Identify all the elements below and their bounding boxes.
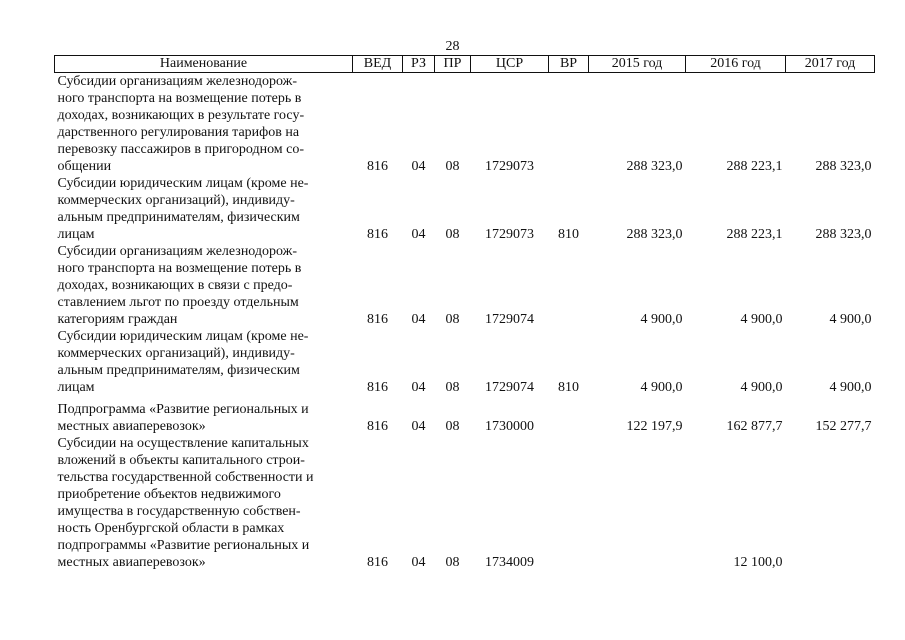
cell-vr [549, 243, 589, 328]
cell-csr: 1729074 [485, 380, 534, 395]
header-2017: 2017 год [786, 56, 875, 73]
cell-vr [549, 435, 589, 571]
page-number: 28 [445, 39, 460, 54]
row-name-line: Субсидии организациям железнодорож- [57, 244, 298, 259]
cell-csr: 1734009 [485, 555, 534, 570]
row-name-line: вложений в объекты капитального строи- [57, 453, 305, 468]
cell-csr: 1729074 [485, 312, 534, 327]
table-row [55, 73, 875, 176]
header-name: Наименование [55, 56, 353, 73]
row-name-line: перевозку пассажиров в пригородном со- [57, 142, 305, 157]
row-name [55, 396, 353, 435]
row-name-line: тельства государственной собственности и [57, 470, 314, 485]
cell-vr: 810 [558, 227, 579, 242]
cell-ved: 816 [367, 555, 388, 570]
row-name-line: местных авиаперевозок» [57, 555, 206, 570]
cell-2015: 4 900,0 [640, 380, 683, 395]
row-name-line: Субсидии юридическим лицам (кроме не- [57, 329, 309, 344]
row-name [55, 243, 353, 328]
budget-table [54, 55, 875, 571]
header-pr: ПР [435, 56, 471, 73]
cell-2017: 288 323,0 [815, 159, 872, 174]
header-2015: 2015 год [589, 56, 686, 73]
row-name [55, 175, 353, 243]
cell-pr: 08 [445, 159, 460, 174]
cell-rz: 04 [411, 159, 426, 174]
cell-ved: 816 [367, 380, 388, 395]
header-ved: ВЕД [353, 56, 403, 73]
cell-2016: 288 223,1 [726, 159, 783, 174]
cell-2016: 4 900,0 [740, 312, 783, 327]
cell-2015: 122 197,9 [626, 419, 683, 434]
cell-2016: 288 223,1 [726, 227, 783, 242]
cell-rz: 04 [411, 227, 426, 242]
cell-2017: 152 277,7 [815, 419, 872, 434]
row-name-line: Субсидии юридическим лицам (кроме не- [57, 176, 309, 191]
table-row [55, 435, 875, 571]
cell-2017 [786, 435, 875, 571]
cell-2016: 12 100,0 [733, 555, 783, 570]
row-name-line: подпрограммы «Развитие региональных и [57, 538, 310, 553]
cell-2015: 288 323,0 [626, 227, 683, 242]
row-name-line: общении [57, 159, 112, 174]
row-name-line: Подпрограмма «Развитие региональных и [57, 402, 309, 417]
cell-2015: 288 323,0 [626, 159, 683, 174]
row-name-line: коммерческих организаций), индивиду- [57, 193, 295, 208]
row-name-line: ность Оренбургской области в рамках [57, 521, 285, 536]
table-row [55, 396, 875, 435]
cell-ved: 816 [367, 419, 388, 434]
row-name-line: приобретение объектов недвижимого [57, 487, 281, 502]
cell-rz: 04 [411, 555, 426, 570]
row-name-line: имущества в государственную собствен- [57, 504, 301, 519]
table-row [55, 175, 875, 243]
cell-2015: 4 900,0 [640, 312, 683, 327]
row-name-line: Субсидии на осуществление капитальных [57, 436, 309, 451]
row-name [55, 73, 353, 176]
row-name-line: дарственного регулирования тарифов на [57, 125, 300, 140]
table-header-row [55, 56, 875, 73]
header-2016: 2016 год [686, 56, 786, 73]
cell-2017: 4 900,0 [829, 380, 872, 395]
cell-2016: 4 900,0 [740, 380, 783, 395]
cell-pr: 08 [445, 312, 460, 327]
header-vr: ВР [549, 56, 589, 73]
row-name-line: лицам [57, 380, 95, 395]
table-body [55, 73, 875, 572]
cell-2016: 162 877,7 [726, 419, 783, 434]
row-name-line: местных авиаперевозок» [57, 419, 206, 434]
row-name-line: ного транспорта на возмещение потерь в [57, 261, 302, 276]
table-row [55, 243, 875, 328]
cell-vr [549, 73, 589, 176]
row-name-line: альным предпринимателям, физическим [57, 363, 300, 378]
header-csr: ЦСР [471, 56, 549, 73]
row-name-line: лицам [57, 227, 95, 242]
cell-pr: 08 [445, 380, 460, 395]
cell-ved: 816 [367, 159, 388, 174]
row-name-line: ного транспорта на возмещение потерь в [57, 91, 302, 106]
row-name [55, 328, 353, 396]
cell-pr: 08 [445, 227, 460, 242]
cell-csr: 1729073 [485, 227, 534, 242]
cell-rz: 04 [411, 419, 426, 434]
row-name-line: альным предпринимателям, физическим [57, 210, 300, 225]
cell-rz: 04 [411, 312, 426, 327]
row-name-line: ставлением льгот по проезду отдельным [57, 295, 299, 310]
cell-csr: 1729073 [485, 159, 534, 174]
header-rz: РЗ [403, 56, 435, 73]
cell-rz: 04 [411, 380, 426, 395]
cell-2017: 288 323,0 [815, 227, 872, 242]
row-name-line: коммерческих организаций), индивиду- [57, 346, 295, 361]
row-name-line: доходах, возникающих в связи с предо- [57, 278, 293, 293]
cell-ved: 816 [367, 227, 388, 242]
table-row [55, 328, 875, 396]
cell-vr: 810 [558, 380, 579, 395]
cell-vr [549, 396, 589, 435]
cell-pr: 08 [445, 419, 460, 434]
row-name [55, 435, 353, 571]
row-name-line: категориям граждан [57, 312, 178, 327]
cell-2017: 4 900,0 [829, 312, 872, 327]
cell-ved: 816 [367, 312, 388, 327]
row-name-line: Субсидии организациям железнодорож- [57, 74, 298, 89]
cell-pr: 08 [445, 555, 460, 570]
row-name-line: доходах, возникающих в результате госу- [57, 108, 305, 123]
cell-csr: 1730000 [485, 419, 534, 434]
cell-2015 [589, 435, 686, 571]
